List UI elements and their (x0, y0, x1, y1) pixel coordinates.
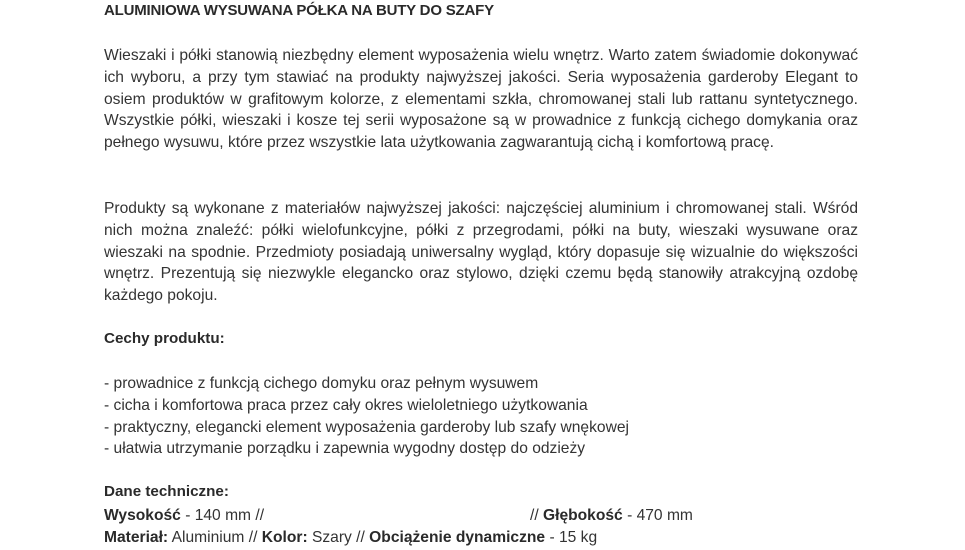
list-item: - cicha i komfortowa praca przez cały okres wieloletniego użytkowania (104, 396, 588, 414)
material-value: Aluminium // (168, 529, 262, 546)
color-value: Szary // (307, 529, 370, 546)
height-label: Wysokość (104, 507, 181, 524)
load-label: Obciążenie dynamiczne (369, 529, 546, 546)
features-heading: Cechy produktu: (104, 330, 225, 347)
depth-label: Głębokość (543, 507, 623, 524)
tech-specs-material (104, 527, 597, 549)
depth-value: - 470 mm (622, 507, 693, 524)
height-value: - 140 mm // (180, 507, 265, 524)
depth-separator: // (530, 507, 543, 524)
material-label: Materiał: (104, 529, 169, 546)
list-item: - prowadnice z funkcją cichego domyku oraz pełnym wysuwem (104, 375, 539, 392)
description-paragraph-2: Produkty są wykonane z materiałów najwyższej jakości: najczęściej aluminium i chromowanej stali. Wśród nich można znaleźć: półki wielofunkcyjne, półki z przegrodami, półki na buty, wieszaki wysuwane oraz wieszaki na spodnie. Przedmioty posiadają uniwersalny wygląd, który dopasuje się wizualnie do większości wnętrz. Prezentują się niezwykle elegancko oraz stylowo, dzięki czemu będą stanowiły atrakcyjną ozdobę każdego pokoju. (104, 200, 858, 305)
page-title: ALUMINIOWA WYSUWANA PÓŁKA NA BUTY DO SZAFY (104, 2, 494, 19)
list-item: - praktyczny, elegancki element wyposażenia garderoby lub szafy wnękowej (104, 418, 629, 436)
features-list (104, 373, 629, 460)
tech-specs-heading: Dane techniczne: (104, 483, 229, 500)
description-paragraph-1: Wieszaki i półki stanowią niezbędny element wyposażenia wielu wnętrz. Warto zatem świadomie dokonywać ich wyboru, a przy tym stawiać na produkty najwyższej jakości. Seria wyposażenia garderoby Elegant to osiem produktów w grafitowym kolorze, z elementami szkła, chromowanej stali lub rattanu syntetycznego. Wszystkie półki, wieszaki i kosze tej serii wyposażone są w prowadnice z funkcją cichego domykania oraz pełnego wysuwu, które przez wszystkie lata użytkowania zagwarantują cichą i komfortową pracę. (104, 47, 858, 152)
load-value: - 15 kg (545, 529, 598, 546)
color-label: Kolor: (261, 529, 308, 546)
list-item: - ułatwia utrzymanie porządku i zapewnia wygodny dostęp do odzieży (104, 440, 586, 458)
depth-group (530, 505, 693, 527)
tech-specs-dimensions (104, 505, 858, 527)
